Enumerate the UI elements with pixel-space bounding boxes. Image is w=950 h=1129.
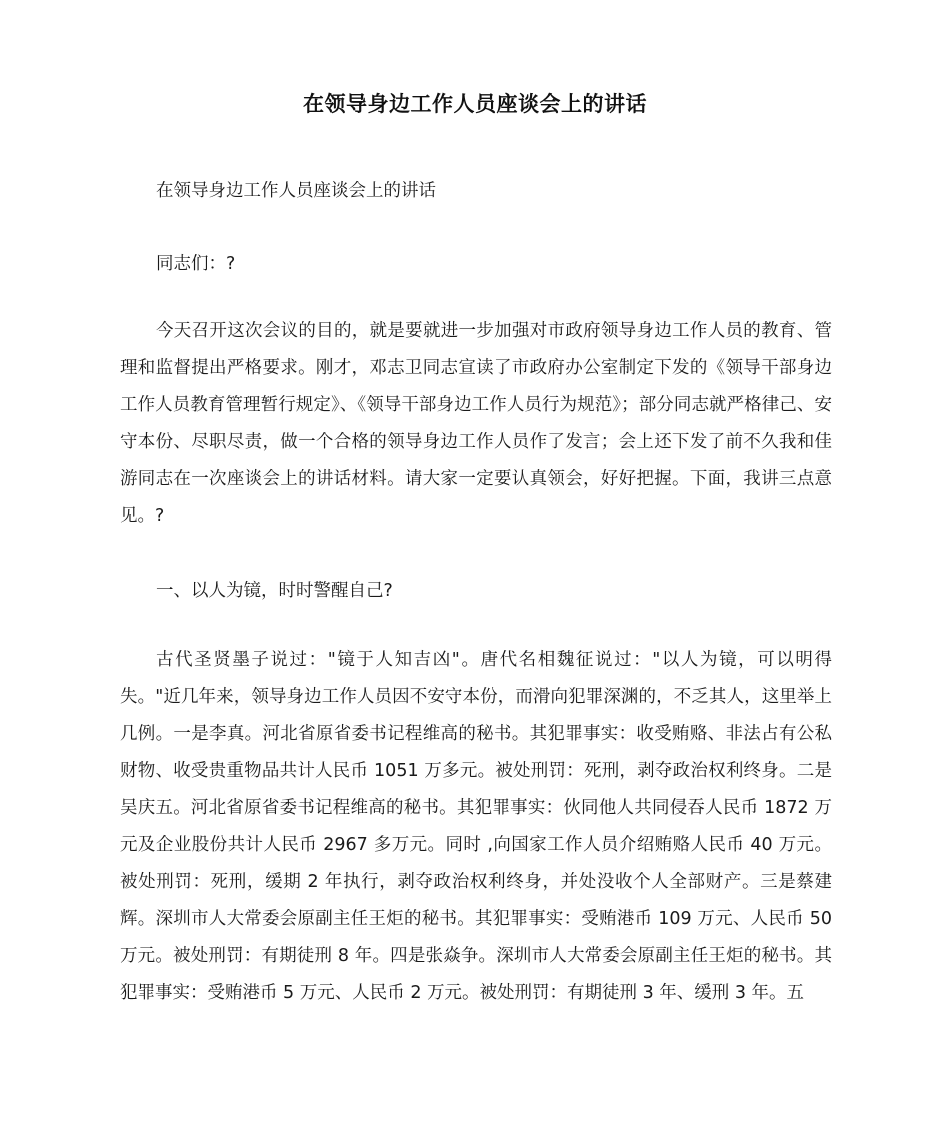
section-heading: 一、以人为镜，时时警醒自己? bbox=[156, 581, 393, 601]
paragraph-subtitle: 在领导身边工作人员座谈会上的讲话 bbox=[156, 181, 436, 201]
subtitle-paragraph bbox=[120, 173, 832, 210]
greeting-paragraph bbox=[120, 246, 832, 283]
paragraph-greeting: 同志们：? bbox=[156, 254, 236, 274]
paragraph-examples: 古代圣贤墨子说过："镜于人知吉凶"。唐代名相魏征说过："以人为镜，可以明得失。"近几年来，领导身边工作人员因不安守本份，而滑向犯罪深渊的，不乏其人，这里举上几例。一是李真。河北省原省委书记程维高的秘书。其犯罪事实：收受贿赂、非法占有公私财物、收受贵重物品共计人民币 1051 万多元。被处刑罚：死刑，剥夺政治权利终身。二是吴庆五。河北省原省委书记程维高的秘书。其犯罪事实：伙同他人共同侵吞人民币 1872 万元及企业股份共计人民币 2967 多万元。同时 ,向国家工作人员介绍贿赂人民币 40 万元。被处刑罚：死刑，缓期 2 年执行，剥夺政治权利终身，并处没收个人全部财产。三是蔡建辉。深圳市人大常委会原副主任王炬的秘书。其犯罪事实：受贿港币 109 万元、人民币 50 万元。被处刑罚：有期徒刑 8 年。四是张焱争。深圳市人大常委会原副主任王炬的秘书。其犯罪事实：受贿港币 5 万元、人民币 2 万元。被处刑罚：有期徒刑 3 年、缓刑 3 年。五 bbox=[120, 650, 832, 1003]
intro-paragraph bbox=[120, 313, 832, 535]
section-heading-block bbox=[120, 573, 832, 610]
paragraph-intro: 今天召开这次会议的目的，就是要就进一步加强对市政府领导身边工作人员的教育、管理和监督提出严格要求。刚才，邓志卫同志宣读了市政府办公室制定下发的《领导干部身边工作人员教育管理暂行规定》、《领导干部身边工作人员行为规范》；部分同志就严格律己、安守本份、尽职尽责，做一个合格的领导身边工作人员作了发言；会上还下发了前不久我和佳游同志在一次座谈会上的讲话材料。请大家一定要认真领会，好好把握。下面，我讲三点意见。? bbox=[120, 321, 832, 526]
document-title: 在领导身边工作人员座谈会上的讲话 bbox=[303, 92, 647, 116]
examples-paragraph bbox=[120, 642, 832, 1012]
